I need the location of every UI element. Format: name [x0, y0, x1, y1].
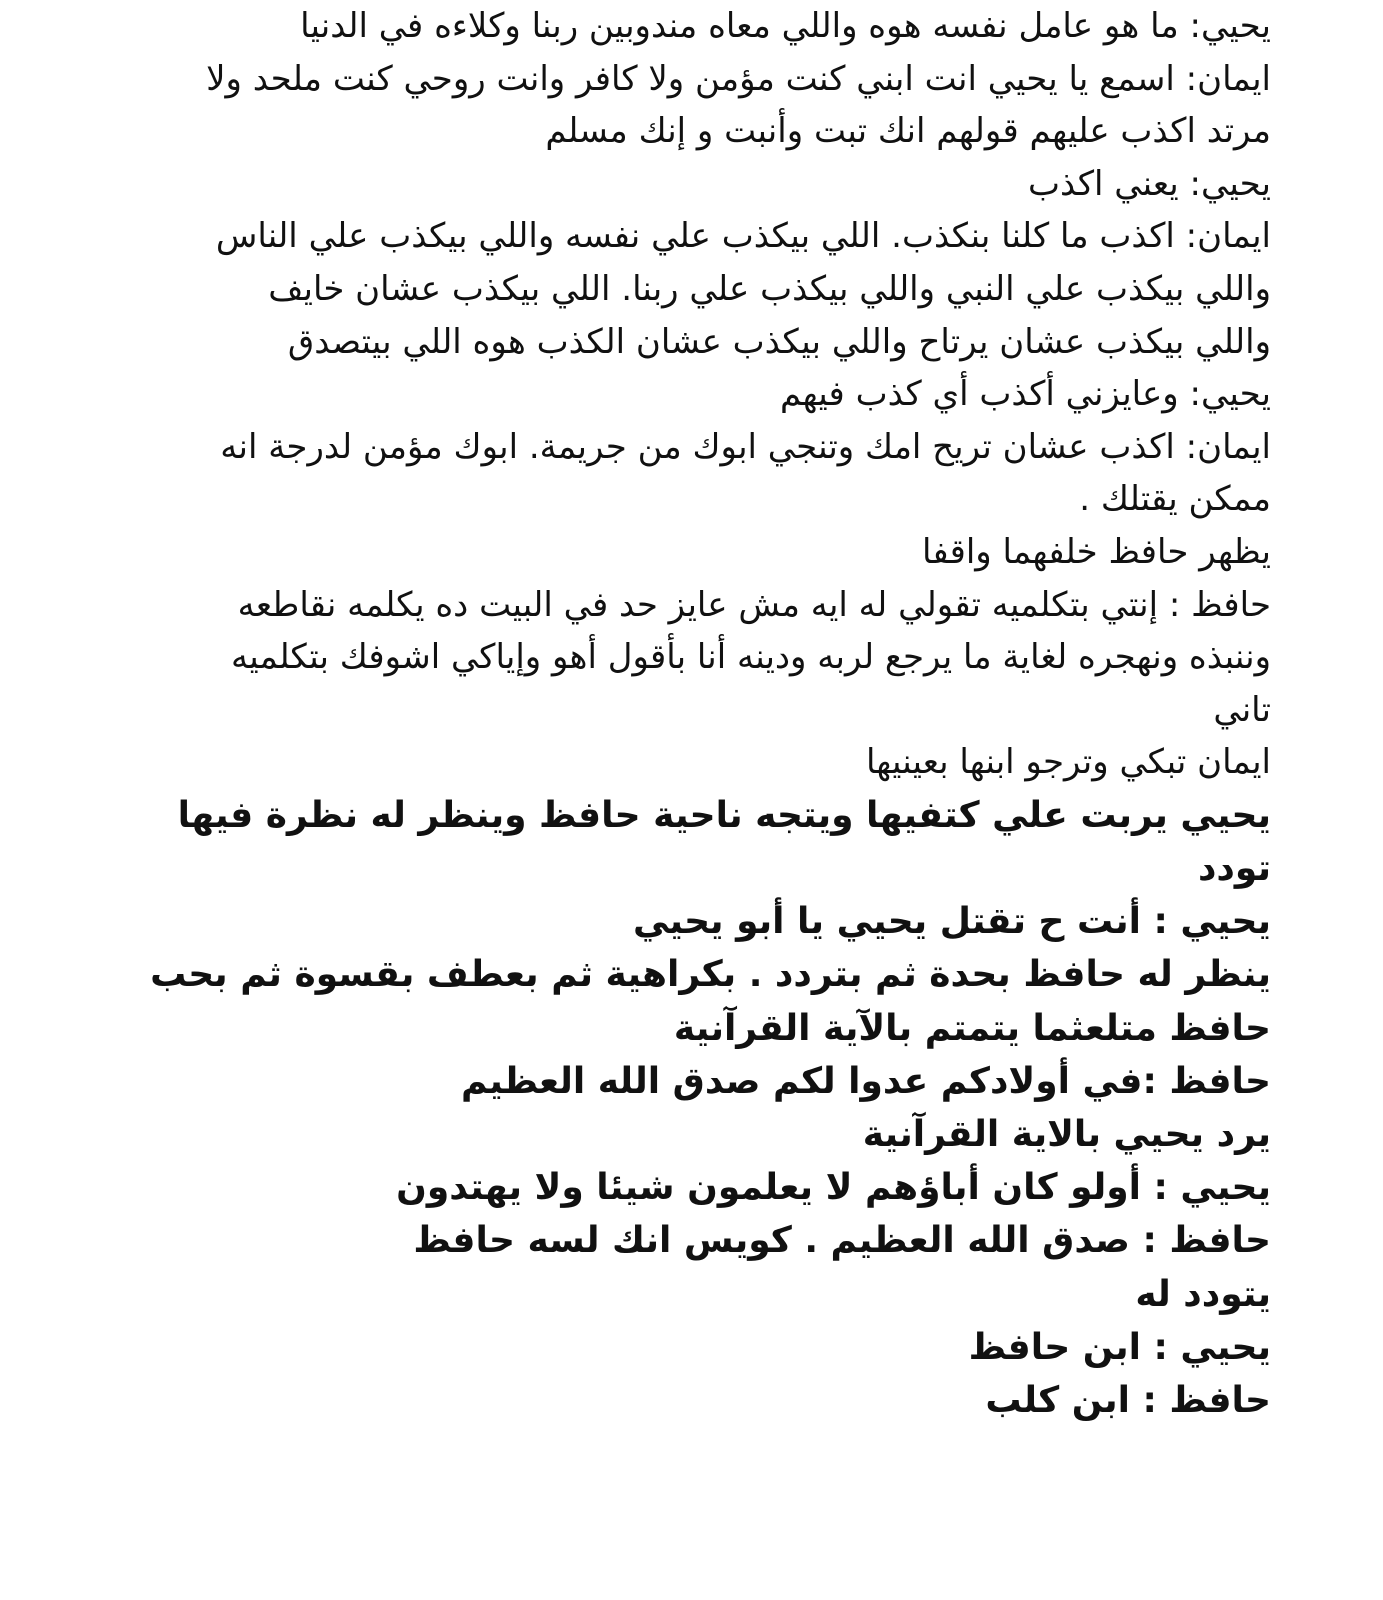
- dialogue-line: وننبذه ونهجره لغاية ما يرجع لربه ودينه أنا بأقول أهو وإياكي اشوفك بتكلميه: [231, 637, 1271, 678]
- dialogue-line: يحيي: وعايزني أكذب أي كذب فيهم: [780, 374, 1271, 415]
- stage-direction-line: يحيي يربت علي كتفيها ويتجه ناحية حافظ وينظر له نظرة فيها: [177, 794, 1271, 836]
- dialogue-line: ايمان: اكذب عشان تريح امك وتنجي ابوك من جريمة. ابوك مؤمن لدرجة انه: [220, 426, 1271, 467]
- dialogue-line: واللي بيكذب علي النبي واللي بيكذب علي ربنا. اللي بيكذب عشان خايف: [268, 268, 1271, 309]
- stage-direction-line: يتودد له: [1135, 1273, 1271, 1315]
- dialogue-line: يحيي : أنت ح تقتل يحيي يا أبو يحيي: [632, 901, 1271, 943]
- script-text-block: [96, 0, 1271, 1427]
- dialogue-line: ايمان: اكذب ما كلنا بنكذب. اللي بيكذب علي نفسه واللي بيكذب علي الناس: [215, 216, 1271, 257]
- dialogue-line: يحيي : أولو كان أباؤهم لا يعلمون شيئا ولا يهتدون: [396, 1167, 1271, 1209]
- dialogue-line: حافظ :في أولادكم عدوا لكم صدق الله العظيم: [461, 1060, 1271, 1102]
- dialogue-line: ايمان: اسمع يا يحيي انت ابني كنت مؤمن ولا كافر وانت روحي كنت ملحد ولا: [206, 58, 1271, 99]
- stage-direction-line: ينظر له حافظ بحدة ثم بتردد . بكراهية ثم بعطف بقسوة ثم بحب: [150, 954, 1271, 996]
- dialogue-line: تاني: [1213, 689, 1271, 730]
- dialogue-line: يحيي: يعني اكذب: [1027, 163, 1271, 204]
- dialogue-line: يحيي: ما هو عامل نفسه هوه واللي معاه مندوبين ربنا وكلاءه في الدنيا: [300, 6, 1271, 46]
- stage-direction-line: يظهر حافظ خلفهما واقفا: [922, 531, 1271, 572]
- dialogue-line: ممكن يقتلك .: [1079, 479, 1271, 520]
- stage-direction-line: يرد يحيي بالاية القرآنية: [862, 1114, 1271, 1156]
- stage-direction-line: حافظ متلعثما يتمتم بالآية القرآنية: [673, 1007, 1271, 1049]
- dialogue-line: يحيي : ابن حافظ: [968, 1326, 1271, 1368]
- dialogue-line: واللي بيكذب عشان يرتاح واللي بيكذب عشان الكذب هوه اللي بيتصدق: [287, 321, 1271, 362]
- stage-direction-line: تودد: [1197, 848, 1271, 890]
- dialogue-line: حافظ : إنتي بتكلميه تقولي له ايه مش عايز حد في البيت ده يكلمه نقاطعه: [237, 584, 1271, 625]
- dialogue-line: حافظ : صدق الله العظيم . كويس انك لسه حافظ: [413, 1220, 1271, 1262]
- stage-direction-line: ايمان تبكي وترجو ابنها بعينيها: [865, 742, 1271, 783]
- dialogue-line: حافظ : ابن كلب: [985, 1379, 1271, 1421]
- dialogue-line: مرتد اكذب عليهم قولهم انك تبت وأنبت و إنك مسلم: [545, 111, 1271, 152]
